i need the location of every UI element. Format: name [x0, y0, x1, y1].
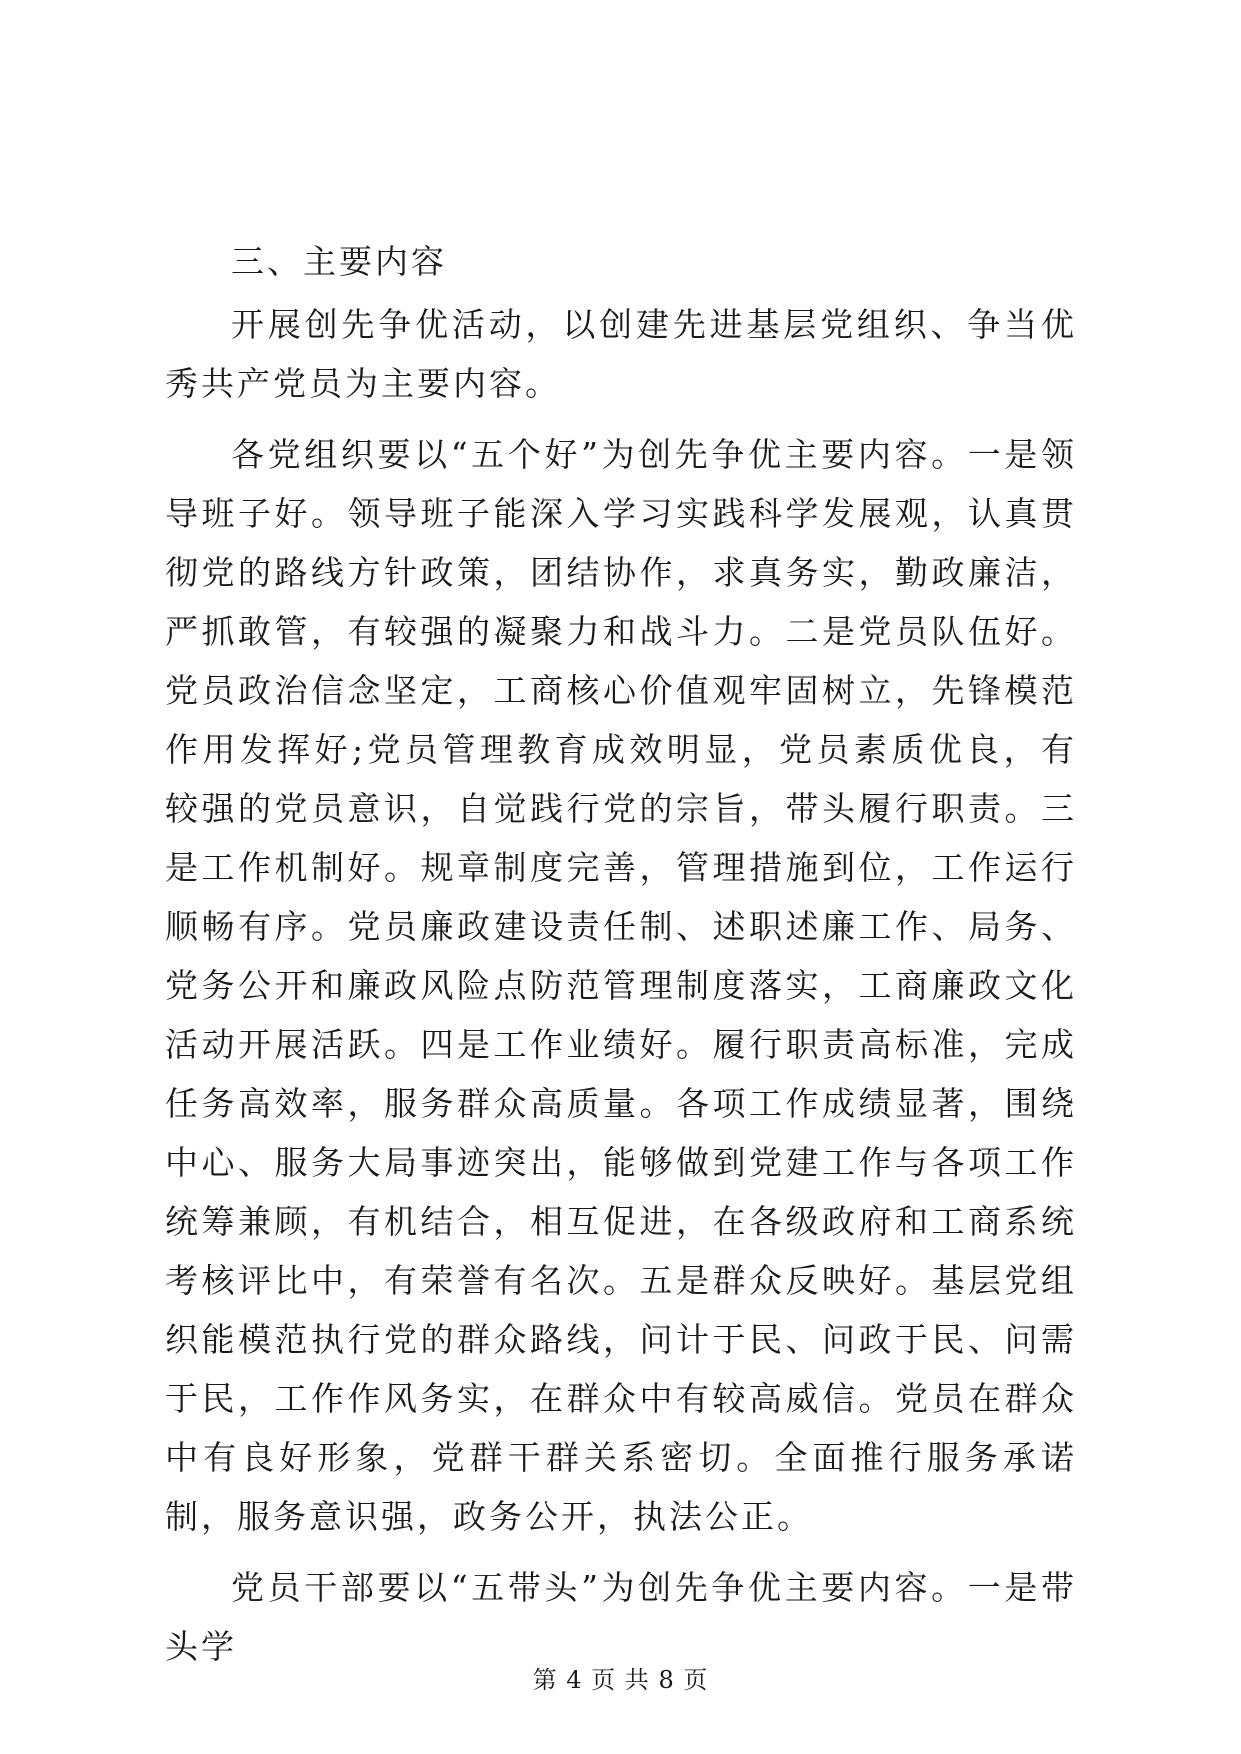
- page-footer: 第 4 页 共 8 页: [532, 1666, 709, 1694]
- paragraph: 各党组织要以“五个好”为创先争优主要内容。一是领导班子好。领导班子能深入学习实践科学发展观，认真贯彻党的路线方针政策，团结协作，求真务实，勤政廉洁，严抓敢管，有较强的凝聚力和战斗力。二是党员队伍好。党员政治信念坚定，工商核心价值观牢固树立，先锋模范作用发挥好;党员管理教育成效明显，党员素质优良，有较强的党员意识，自觉践行党的宗旨，带头履行职责。三是工作机制好。规章制度完善，管理措施到位，工作运行顺畅有序。党员廉政建设责任制、述职述廉工作、局务、党务公开和廉政风险点防范管理制度落实，工商廉政文化活动开展活跃。四是工作业绩好。履行职责高标准，完成任务高效率，服务群众高质量。各项工作成绩显著，围绕中心、服务大局事迹突出，能够做到党建工作与各项工作统筹兼顾，有机结合，相互促进，在各级政府和工商系统考核评比中，有荣誉有名次。五是群众反映好。基层党组织能模范执行党的群众路线，问计于民、问政于民、问需于民，工作作风务实，在群众中有较高威信。党员在群众中有良好形象，党群干群关系密切。全面推行服务承诺制，服务意识强，政务公开，执法公正。: [165, 435, 1077, 1536]
- document-body: [165, 232, 1077, 1676]
- section-heading: 三、主要内容: [231, 242, 447, 281]
- paragraph: 党员干部要以“五带头”为创先争优主要内容。一是带头学: [165, 1568, 1077, 1666]
- paragraph: 开展创先争优活动，以创建先进基层党组织、争当优秀共产党员为主要内容。: [165, 305, 1077, 403]
